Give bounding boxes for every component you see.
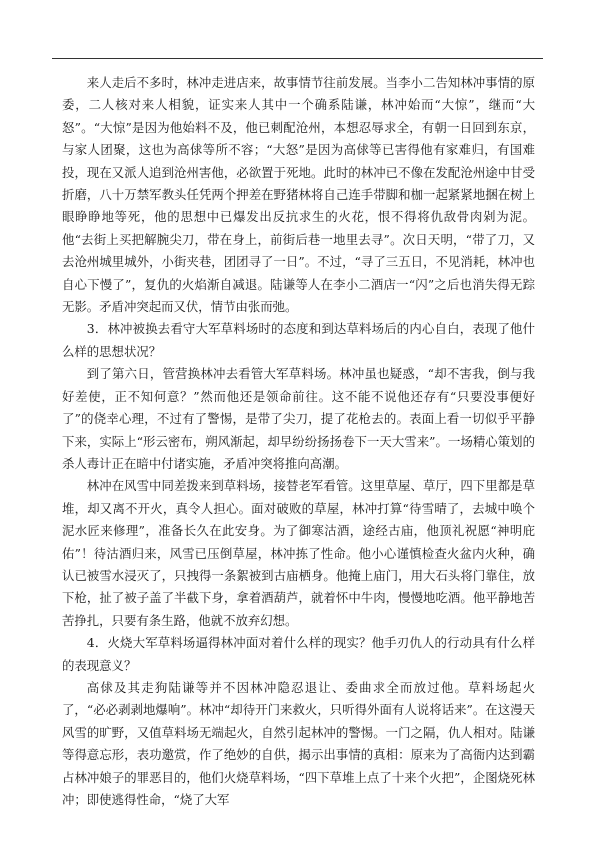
question-4: 4．火烧大军草料场逼得林冲面对着什么样的现实？他手刃仇人的行动具有什么样的表现意义？ — [62, 635, 535, 673]
paragraph-1: 来人走后不多时，林冲走进店来，故事情节往前发展。当李小二告知林冲事情的原委，二人核对来人相貌，证实来人其中一个确系陆谦，林冲始而“大惊”，继而“大怒”。“大惊”是因为他始料不及，他已刺配沧州，本想忍辱求全，有朝一日回到东京，与家人团聚，这也为高俅等所不容；“大怒”是因为高俅等已害得他有家难归，有国难投，现在又派人追到沧州害他，必欲置于死地。此时的林冲已不像在发配沧州途中甘受折磨，八十万禁军教头任凭两个押差在野猪林将自己连手带脚和枷一起紧紧地捆在树上眼睁睁地等死，他的思想中已爆发出反抗求生的火花，恨不得将仇敌骨肉剁为泥。他“去街上买把解腕尖刀，带在身上，前街后巷一地里去寻”。次日天明，“带了刀，又去沧州城里城外，小街夹巷，团团寻了一日”。不过，“寻了三五日，不见消耗，林冲也自心下慢了”，复仇的火焰渐自减退。陆谦等人在李小二酒店一“闪”之后也消失得无踪无影。矛盾冲突起而又伏，情节由张而弛。 — [62, 75, 535, 315]
question-3: 3．林冲被换去看守大军草料场时的态度和到达草料场后的内心自白，表现了他什么样的思想状况？ — [62, 321, 535, 359]
paragraph-2: 到了第六日，管营换林冲去看管大军草料场。林冲虽也疑惑，“却不害我，倒与我好差使，正不知何意？”然而他还是领命前往。这不能不说他还存有“只要没事便好了”的侥幸心理，不过有了警惕，是带了尖刀，提了花枪去的。表面上看一切似乎平静下来，实际上“形云密布，朔风渐起，却早纷纷扬扬卷下一天大雪来”。一场精心策划的杀人毒计正在暗中付诸实施，矛盾冲突将推向高潮。 — [62, 366, 535, 471]
document-body — [62, 72, 535, 811]
paragraph-4: 高俅及其走狗陆谦等并不因林冲隐忍退让、委曲求全而放过他。草料场起火了，“必必剥剥地爆响”。林冲“却待开门来救火，只听得外面有人说将话来”。在这漫天风雪的旷野，又值草料场无端起火，自然引起林冲的警惕。一门之隔，仇人相对。陆谦等得意忘形，表功邀赏，作了绝妙的自供，揭示出事情的真相：原来为了高衙内达到霸占林冲娘子的罪恶目的，他们火烧草料场，“四下草堆上点了十来个火把”，企图烧死林冲；即使逃得性命，“烧了大军 — [62, 679, 535, 807]
header-rule — [52, 58, 543, 59]
paragraph-3: 林冲在风雪中同差拨来到草料场，接替老军看管。这里草屋、草厅，四下里都是草堆，却又离不开火，真令人担心。面对破败的草屋，林冲打算“待雪晴了，去城中唤个泥水匠来修理”，准备长久在此安身。为了御寒沽酒，途经古庙，他顶礼祝愿“神明庇佑”！待沽酒归来，风雪已压倒草屋，林冲拣了性命。他小心谨慎检查火盆内火种，确认已被雪水浸灭了，只拽得一条絮被到古庙栖身。他掩上庙门，用大石头将门靠住，放下枪，扯了被子盖了半截下身，拿着酒葫芦，就着怀中牛肉，慢慢地吃酒。他平静地苦苦挣扎，只要有条生路，他就不放弃幻想。 — [62, 478, 535, 628]
